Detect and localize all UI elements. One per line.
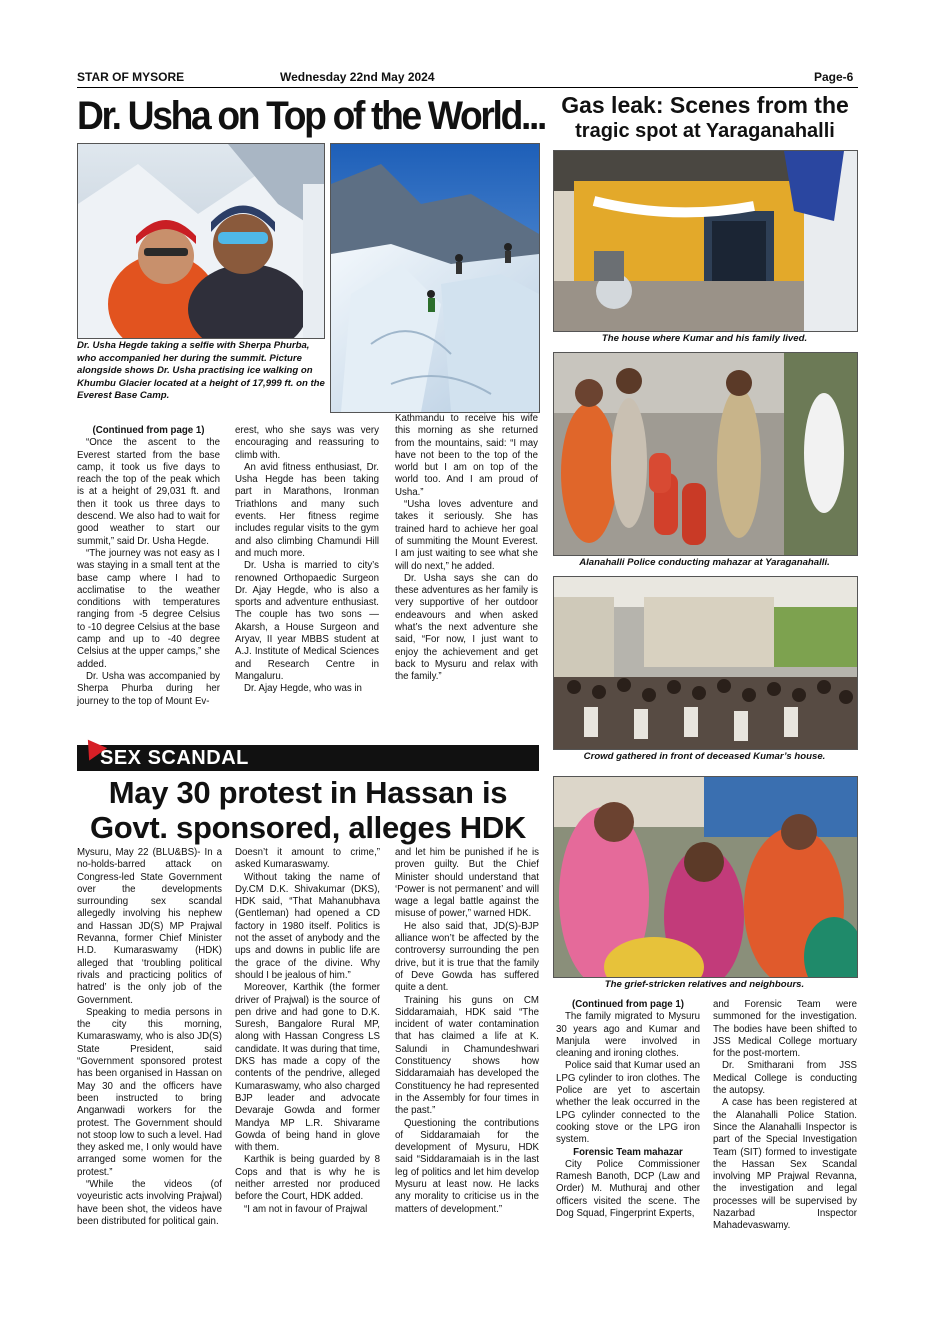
paragraph: Dr. Smitharani from JSS Medical College is conducting the autopsy. xyxy=(713,1060,857,1097)
crowd-photo-icon xyxy=(553,576,858,750)
gasleak-headline-line2: tragic spot at Yaraganahalli xyxy=(575,120,835,142)
masthead-rule xyxy=(77,87,858,88)
scandal-column-1 xyxy=(77,847,222,1228)
scandal-headline xyxy=(77,775,539,845)
scandal-headline-line1: May 30 protest in Hassan is xyxy=(108,775,508,810)
paragraph: “While the videos (of voyeuristic acts involving Prajwal) have been shot, the videos have been distributed for political gain. xyxy=(77,1179,222,1227)
everest-column-2 xyxy=(235,425,379,696)
paragraph: Mysuru, May 22 (BLU&BS)- In a no-holds-barred attack on Congress-led State Government over the developments surrounding sex scandal allegedly involving his nephew and Hassan JD(S) MP Prajwal Revanna, former Chief Minister H.D. Kumaraswamy (HDK) alleged that ‘troubling political rivals and practicing politics of hatred’ is the only job of the Government. xyxy=(77,847,222,1006)
house-photo-caption: The house where Kumar and his family lived. xyxy=(601,333,808,344)
scandal-headline-line2: Govt. sponsored, alleges HDK xyxy=(89,810,527,845)
scandal-column-3 xyxy=(395,847,539,1216)
gasleak-headline xyxy=(552,92,858,144)
grief-photo-caption: The grief-stricken relatives and neighbours. xyxy=(604,979,805,990)
paragraph: and Forensic Team were summoned for the investigation. The bodies have been shifted to JSS Medical College mortuary for the post-mortem. xyxy=(713,999,857,1060)
paragraph: “Once the ascent to the Everest started from the base camp, it took us five days to reach the top of the peak which is at a height of 29,031 ft. and then it took us three days to descend. We also had to wait for good weather to start our summit,” said Dr. Usha Hegde. xyxy=(77,437,220,547)
selfie-photo-icon xyxy=(77,143,325,339)
continued-note: (Continued from page 1) xyxy=(92,425,205,436)
paragraph: Moreover, Karthik (the former driver of Prajwal) is the source of pen drive and had gone to D.K. Suresh, Bangalore Rural MP, along with Hassan Congress LS candidate. It was during that time, DKS has made a copy of the contents of the pendrive, alleged Kumaraswamy, who also charged BJP leader and advocate Devaraje Gowda and former Mandya MP L.R. Shivarame Gowda of being hand in glove with them. xyxy=(235,982,380,1154)
page-number: Page-6 xyxy=(814,70,854,84)
gasleak-headline-line1: Gas leak: Scenes from the xyxy=(561,92,849,118)
paragraph: He also said that, JD(S)-BJP alliance won’t be affected by the controversy surrounding the pen drive, but it is true that the family of Deve Gowda has suffered quite a dent. xyxy=(395,920,539,994)
paper-name: STAR OF MYSORE xyxy=(77,70,185,84)
everest-column-3 xyxy=(395,413,538,684)
paragraph: Doesn’t it amount to crime,” asked Kumaraswamy. xyxy=(235,847,380,871)
scandal-column-2 xyxy=(235,847,380,1216)
gasleak-column-2 xyxy=(713,999,857,1233)
paragraph: Training his guns on CM Siddaramaiah, HDK said “The incident of water contamination that has claimed a life at K. Salundi in Chamundeshwari Constituency shows how Siddaramaiah has developed the Constituency he had represented in the Assembly for four times in the past.” xyxy=(395,994,539,1117)
paragraph: “I am not in favour of Prajwal xyxy=(244,1203,368,1215)
paragraph: A case has been registered at the Alanahalli Police Station. Since the Alanahalli Inspector is part of the Special Investigation Team (SIT) formed to investigate the Hassan Sex Scandal involving MP Prajwal Revanna, the investigation and legal processes will be supervised by Nazarbad Inspector Mahadevaswamy. xyxy=(713,1097,857,1232)
paragraph: City Police Commissioner Ramesh Banoth, DCP (Law and Order) M. Muthuraj and other officers visited the scene. The Dog Squad, Fingerprint Experts, xyxy=(556,1158,700,1220)
paragraph: erest, who she says was very encouraging and reassuring to climb with. xyxy=(235,425,379,461)
paragraph: The family migrated to Mysuru 30 years ago and Kumar and Manjula were involved in cleaning and ironing clothes. xyxy=(556,1011,700,1060)
crowd-photo-caption: Crowd gathered in front of deceased Kumar’s house. xyxy=(583,751,826,762)
paragraph: Police said that Kumar used an LPG cylinder to iron clothes. The Police are yet to ascertain whether the leak occurred in the LPG cylinder connected to the cooking stove or the LPG iron system. xyxy=(556,1060,700,1146)
paragraph: Without taking the name of Dy.CM D.K. Shivakumar (DKS), HDK said, “That Mahanubhava (Gentleman) had opened a CD factory in 1980 itself. Politics is not the asset of anybody and the ups and downs in public life are the grace of the divine. Why should I be jealous of him.” xyxy=(235,871,380,981)
paragraph: Karthik is being guarded by 8 Cops and that is why he is neither arrested nor produced before the Court, HDK added. xyxy=(235,1154,380,1203)
police-photo-caption: Alanahalli Police conducting mahazar at Yaraganahalli. xyxy=(579,557,830,568)
paragraph: Kathmandu to receive his wife this morning as she returned from the mountains, said: “I may have not been to the top of the world but I am on top of the world too. And I am proud of Usha.” xyxy=(395,413,538,498)
gasleak-column-1 xyxy=(556,999,700,1220)
paragraph: Dr. Ajay Hegde, who was in xyxy=(244,683,362,695)
scandal-tag: SEX SCANDAL xyxy=(100,747,249,769)
paragraph: An avid fitness enthusiast, Dr. Usha Hegde has been taking part in Marathons, Ironman Triathlons and many such events. Her fitness regime includes regular visits to the gym and also climbing Chamundi Hill and much more. xyxy=(235,461,379,559)
police-photo-icon xyxy=(553,352,858,556)
paragraph: Dr. Usha says she can do these adventures as her family is very supportive of her outdoor endeavours and when asked what’s the next adventure she said, “For now, I just want to enjoy the achievement and get back to Mysuru and relax with the family.” xyxy=(395,572,538,683)
paragraph: “The journey was not easy as I was staying in a small tent at the base camp where I had to acclimatise to the weather conditions with temperatures ranging from -5 degree Celsius to -10 degree Celsius at the base camp and up to -40 degree Celsius at the upper camps,” she added. xyxy=(77,547,220,670)
paragraph: Dr. Usha is married to city’s renowned Orthopaedic Surgeon Dr. Ajay Hegde, who is also a sports and adventure enthusiast. The couple has two sons — Akarsh, a House Surgeon and Aryav, II year MBBS student at A.J. Institute of Medical Sciences and Research Centre in Mangaluru. xyxy=(235,560,379,682)
grief-photo-icon xyxy=(553,776,858,978)
issue-date: Wednesday 22nd May 2024 xyxy=(280,70,435,84)
paragraph: Dr. Usha was accompanied by Sherpa Phurba during her journey to the top of Mount Ev- xyxy=(77,670,220,707)
everest-column-1 xyxy=(77,425,220,708)
everest-photo-caption: Dr. Usha Hegde taking a selfie with Sherpa Phurba, who accompanied her during the summit. Picture alongside shows Dr. Usha practising ice walking on Khumbu Glacier located at a height of 17,999 ft. on the Everest Base Camp. xyxy=(77,340,325,401)
everest-headline: Dr. Usha on Top of the World... xyxy=(77,94,546,138)
continued-note: (Continued from page 1) xyxy=(572,999,684,1010)
paragraph: Questioning the contributions of Siddaramaiah for the development of Mysuru, HDK said “Siddaramaiah is in the last leg of politics and let him develop Mysuru at least now. He lacks any morality to criticise us in the matters of development.” xyxy=(395,1117,539,1215)
glacier-photo-icon xyxy=(330,143,540,413)
subhead-forensic: Forensic Team mahazar xyxy=(573,1146,683,1158)
paragraph: and let him be punished if he is proven guilty. But the Chief Minister should understand that ‘Power is not permanent’ and will wage a legal battle against the misuse of power,” warned HDK. xyxy=(395,847,539,920)
paragraph: “Usha loves adventure and takes it seriously. She has trained hard to achieve her goal of summiting the Mount Everest. I am just waiting to see what she will do next,” he added. xyxy=(395,499,538,572)
paragraph: Speaking to media persons in the city this morning, Kumaraswamy, who is also JD(S) State President, said “Government sponsored protest has been organised in Hassan on May 30 and the officers have been instructed to bring Anganwadi workers for the protest. The Government should not stoop low to such a level. Had they asked me, I only would have arranged some women for the protest.” xyxy=(77,1006,222,1178)
house-photo-icon xyxy=(553,150,858,332)
